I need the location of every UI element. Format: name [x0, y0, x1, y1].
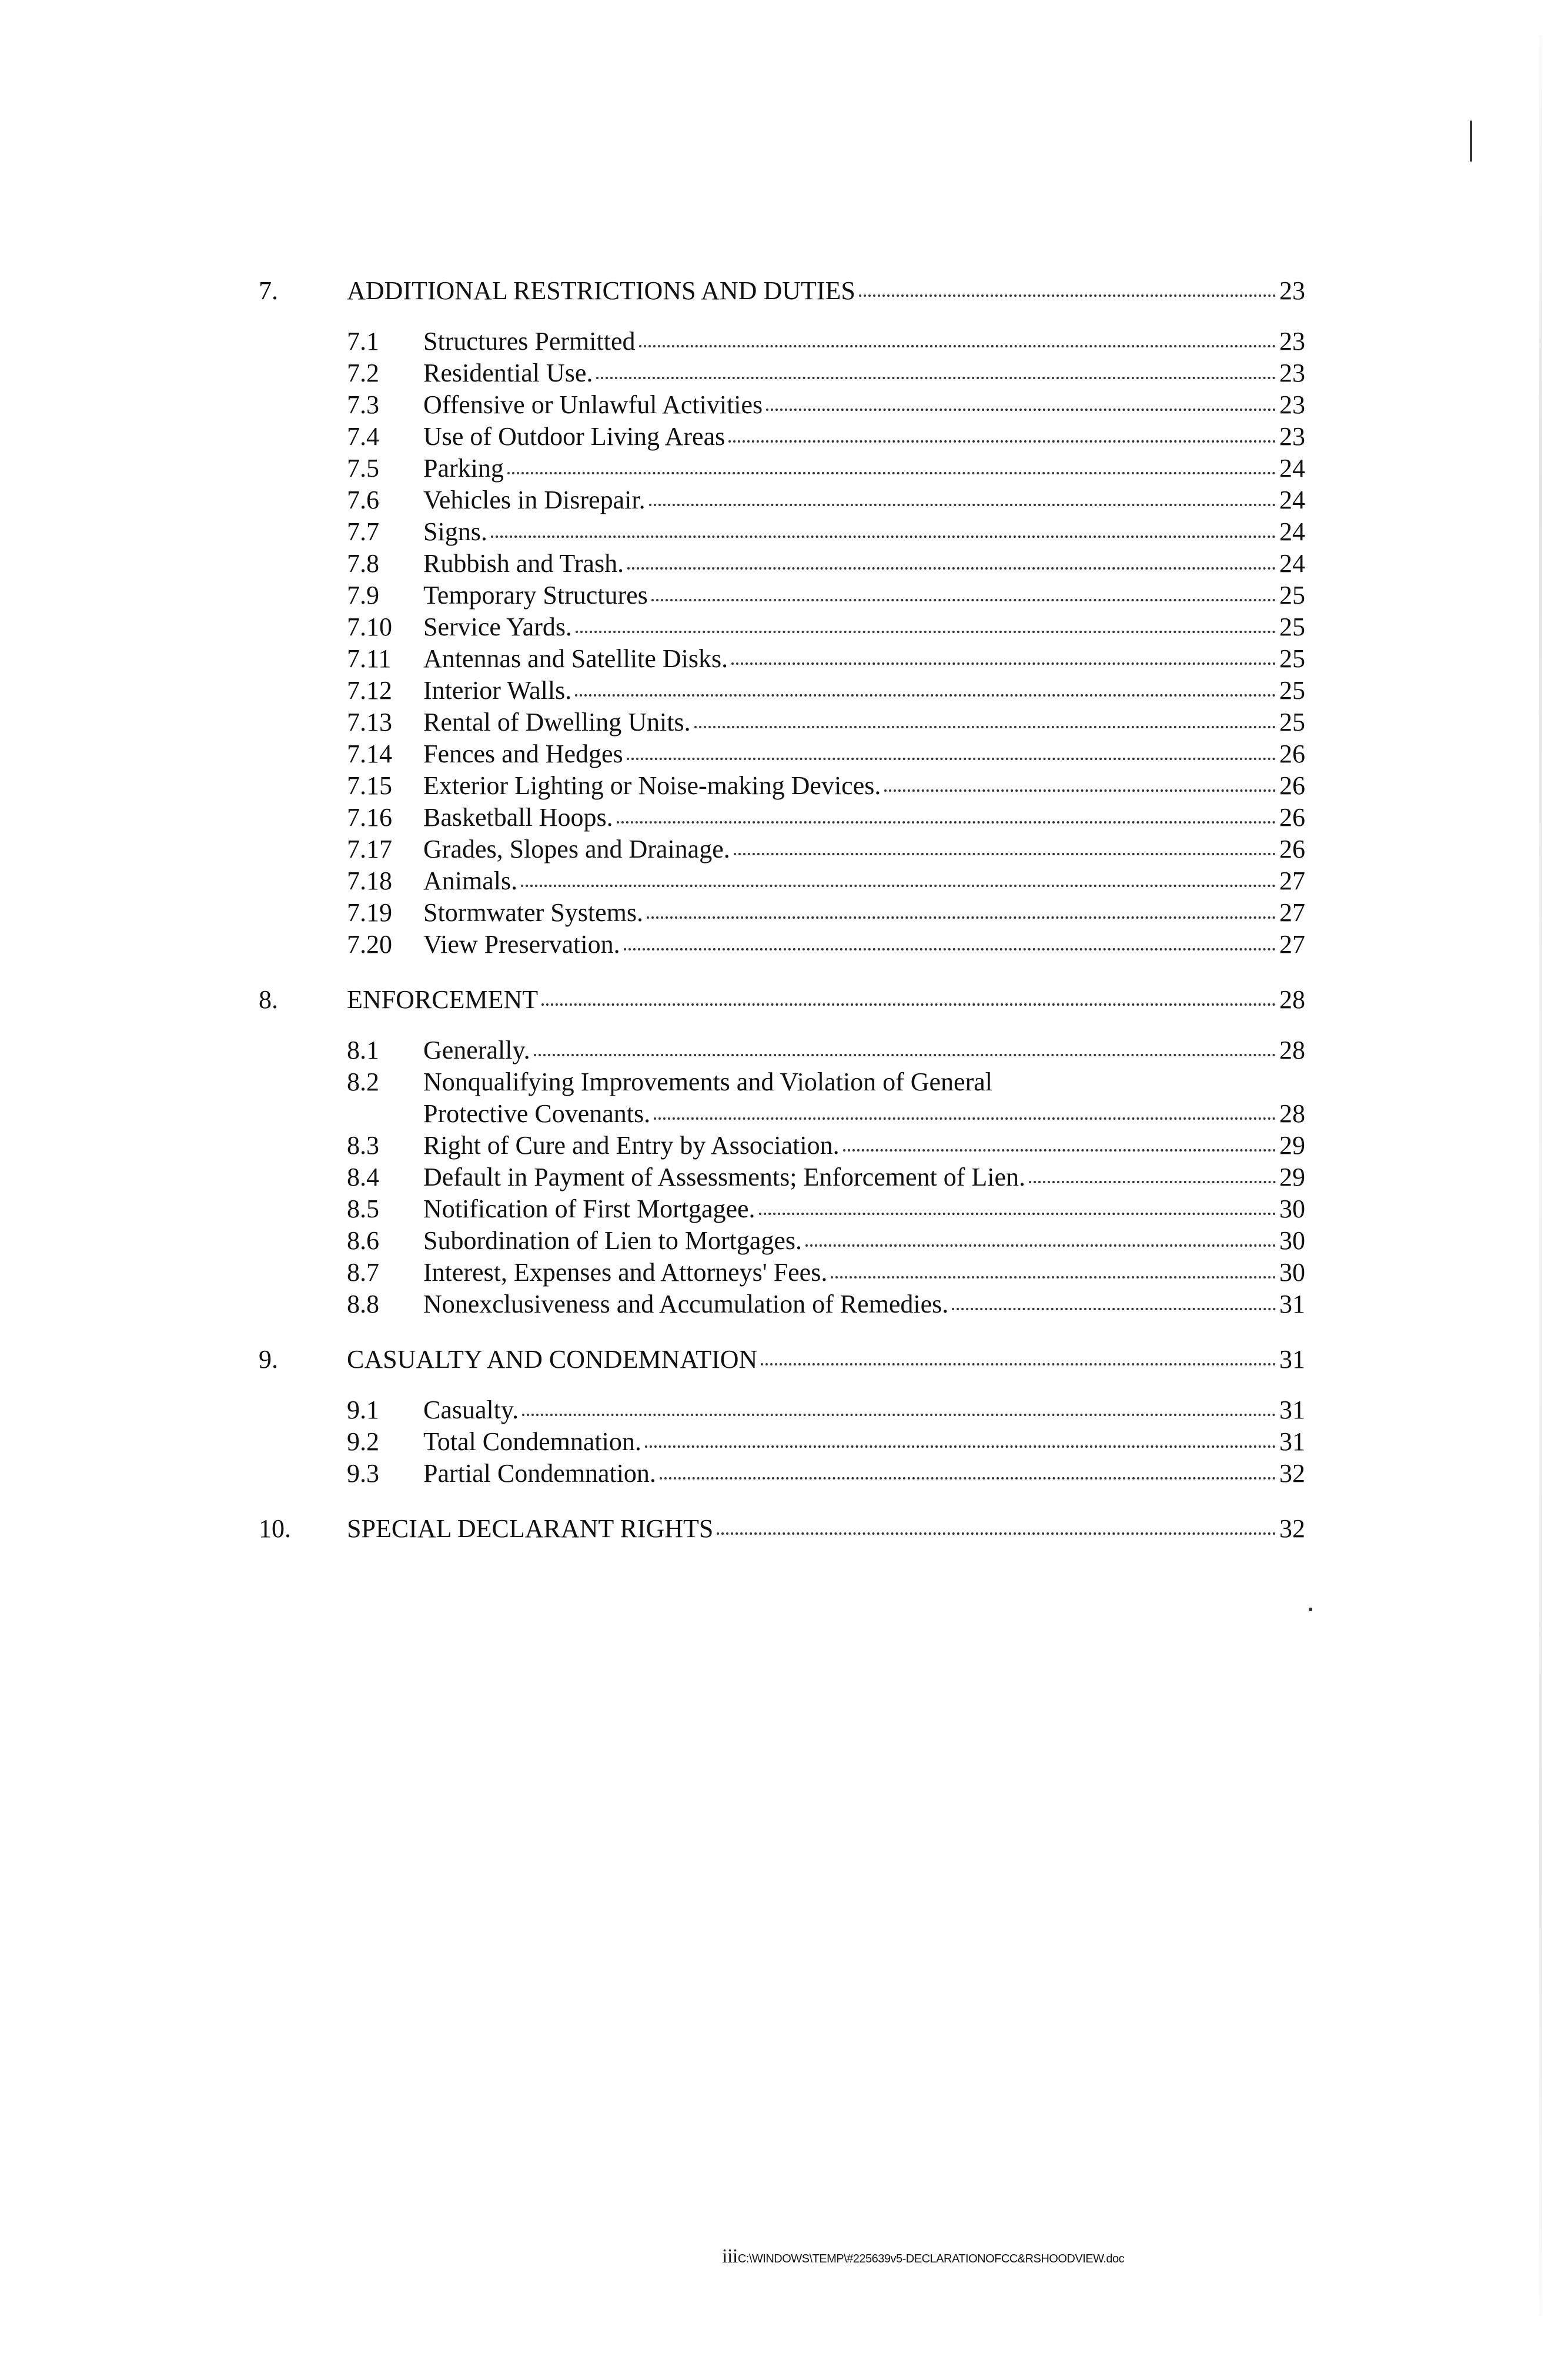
- subsection-number: 7.17: [347, 835, 392, 863]
- subsection-page-number: 26: [1279, 803, 1305, 832]
- dot-leader: [617, 821, 1276, 824]
- subsection-number: 8.5: [347, 1194, 379, 1223]
- dot-leader: [639, 345, 1276, 347]
- section-title: ADDITIONAL RESTRICTIONS AND DUTIES: [347, 276, 855, 305]
- subsection-page-number: 24: [1279, 486, 1305, 514]
- subsection-number: 7.20: [347, 930, 392, 959]
- dot-leader: [491, 535, 1276, 538]
- toc-subsection-entry: [259, 897, 1305, 929]
- toc-subsection-entry: [259, 738, 1305, 770]
- subsection-number: 8.4: [347, 1163, 379, 1191]
- section-number: 8.: [259, 985, 278, 1014]
- scanned-page-edge: [1539, 35, 1542, 2316]
- subsection-number: 7.1: [347, 327, 379, 356]
- subsection-title: Parking: [423, 454, 504, 483]
- subsection-number: 7.13: [347, 708, 392, 737]
- subsection-page-number: 32: [1279, 1459, 1305, 1488]
- scan-speck: [1470, 120, 1472, 162]
- subsection-title: Service Yards.: [423, 612, 572, 641]
- subsection-title: Use of Outdoor Living Areas: [423, 422, 725, 451]
- subsection-page-number: 24: [1279, 454, 1305, 483]
- toc-subsection-entry: [259, 1394, 1305, 1426]
- toc-subsection-entry: [259, 802, 1305, 833]
- dot-leader: [952, 1308, 1276, 1310]
- toc-subsection-entry: [259, 1458, 1305, 1489]
- subsection-number: 9.3: [347, 1459, 379, 1488]
- subsection-page-number: 27: [1279, 898, 1305, 927]
- subsection-title: Interest, Expenses and Attorneys' Fees.: [423, 1258, 828, 1287]
- toc-subsection-entry: [259, 1288, 1305, 1320]
- subsection-number: 8.1: [347, 1036, 379, 1065]
- dot-leader: [734, 853, 1276, 855]
- subsection-page-number: 31: [1279, 1427, 1305, 1456]
- section-page-number: 32: [1279, 1514, 1305, 1543]
- dot-leader: [805, 1244, 1276, 1247]
- subsection-title: Notification of First Mortgagee.: [423, 1194, 755, 1223]
- section-title: CASUALTY AND CONDEMNATION: [347, 1345, 758, 1374]
- toc-section-entry: [259, 984, 1305, 1016]
- toc-subsection-entry: [259, 1035, 1305, 1066]
- subsection-number: 9.2: [347, 1427, 379, 1456]
- subsection-title: Signs.: [423, 517, 487, 546]
- subsection-number: 7.18: [347, 866, 392, 895]
- toc-subsection-entry: [259, 675, 1305, 707]
- subsection-title: Structures Permitted: [423, 327, 636, 356]
- subsection-page-number: 23: [1279, 359, 1305, 387]
- subsection-page-number: 28: [1279, 1036, 1305, 1065]
- subsection-page-number: 25: [1279, 644, 1305, 673]
- subsection-page-number: 26: [1279, 835, 1305, 863]
- dot-leader: [651, 599, 1276, 601]
- dot-leader: [596, 377, 1276, 379]
- subsection-title: Total Condemnation.: [423, 1427, 641, 1456]
- dot-leader: [576, 631, 1276, 633]
- toc-subsection-entry: [259, 484, 1305, 516]
- toc-subsection-continuation: [259, 1098, 1305, 1130]
- subsection-title: Right of Cure and Entry by Association.: [423, 1131, 840, 1160]
- subsection-page-number: 25: [1279, 676, 1305, 705]
- dot-leader: [884, 789, 1276, 792]
- toc-subsection-entry: [259, 357, 1305, 389]
- subsection-page-number: 28: [1279, 1099, 1305, 1128]
- dot-leader: [660, 1477, 1276, 1479]
- subsection-title-continued: Protective Covenants.: [423, 1099, 651, 1128]
- dot-leader: [507, 472, 1276, 474]
- dot-leader: [534, 1054, 1276, 1056]
- toc-subsection-entry: [259, 1066, 1305, 1098]
- subsection-number: 7.2: [347, 359, 379, 387]
- dot-leader: [728, 440, 1276, 443]
- subsection-number: 8.7: [347, 1258, 379, 1287]
- dot-leader: [575, 694, 1276, 697]
- dot-leader: [859, 294, 1276, 297]
- dot-leader: [627, 758, 1276, 760]
- subsection-number: 7.8: [347, 549, 379, 578]
- toc-subsection-entry: [259, 548, 1305, 580]
- subsection-title: Grades, Slopes and Drainage.: [423, 835, 730, 863]
- section-title: ENFORCEMENT: [347, 985, 539, 1014]
- toc-subsection-entry: [259, 326, 1305, 357]
- dot-leader: [1029, 1181, 1276, 1183]
- subsection-number: 7.5: [347, 454, 379, 483]
- section-number: 9.: [259, 1345, 278, 1374]
- subsection-number: 7.19: [347, 898, 392, 927]
- section-page-number: 28: [1279, 985, 1305, 1014]
- toc-subsection-entry: [259, 1426, 1305, 1458]
- subsection-number: 7.3: [347, 390, 379, 419]
- toc-subsection-entry: [259, 421, 1305, 453]
- subsection-title: Nonexclusiveness and Accumulation of Remedies.: [423, 1290, 949, 1318]
- toc-subsection-entry: [259, 453, 1305, 484]
- subsection-number: 7.6: [347, 486, 379, 514]
- subsection-page-number: 29: [1279, 1163, 1305, 1191]
- toc-subsection-entry: [259, 865, 1305, 897]
- subsection-title: Rental of Dwelling Units.: [423, 708, 691, 737]
- dot-leader: [541, 1003, 1276, 1006]
- subsection-title: Temporary Structures: [423, 581, 648, 610]
- subsection-page-number: 24: [1279, 517, 1305, 546]
- section-page-number: 31: [1279, 1345, 1305, 1374]
- dot-leader: [759, 1213, 1276, 1215]
- subsection-number: 8.6: [347, 1226, 379, 1255]
- subsection-title: Subordination of Lien to Mortgages.: [423, 1226, 803, 1255]
- section-number: 10.: [259, 1514, 291, 1543]
- subsection-title: Stormwater Systems.: [423, 898, 643, 927]
- subsection-page-number: 23: [1279, 327, 1305, 356]
- subsection-number: 9.1: [347, 1395, 379, 1424]
- toc-section-entry: [259, 1344, 1305, 1375]
- toc-subsection-entry: [259, 611, 1305, 643]
- subsection-number: 7.10: [347, 612, 392, 641]
- subsection-title: Vehicles in Disrepair.: [423, 486, 646, 514]
- subsection-title: Offensive or Unlawful Activities: [423, 390, 763, 419]
- subsection-page-number: 29: [1279, 1131, 1305, 1160]
- subsection-page-number: 23: [1279, 390, 1305, 419]
- section-title: SPECIAL DECLARANT RIGHTS: [347, 1514, 714, 1543]
- toc-section-entry: [259, 275, 1305, 307]
- subsection-number: 7.12: [347, 676, 392, 705]
- subsection-page-number: 27: [1279, 866, 1305, 895]
- subsection-page-number: 30: [1279, 1226, 1305, 1255]
- subsection-title: View Preservation.: [423, 930, 620, 959]
- dot-leader: [627, 567, 1276, 570]
- dot-leader: [624, 948, 1276, 950]
- subsection-number: 7.11: [347, 644, 392, 673]
- subsection-title: Nonqualifying Improvements and Violation of General: [423, 1067, 992, 1096]
- toc-subsection-entry: [259, 1161, 1305, 1193]
- toc-subsection-entry: [259, 1193, 1305, 1225]
- subsection-number: 7.16: [347, 803, 392, 832]
- dot-leader: [766, 409, 1276, 411]
- toc-subsection-entry: [259, 770, 1305, 802]
- subsection-title: Exterior Lighting or Noise-making Devices.: [423, 771, 881, 800]
- dot-leader: [761, 1363, 1276, 1365]
- subsection-page-number: 27: [1279, 930, 1305, 959]
- subsection-number: 7.4: [347, 422, 379, 451]
- toc-subsection-entry: [259, 833, 1305, 865]
- toc-subsection-entry: [259, 1225, 1305, 1257]
- subsection-title: Generally.: [423, 1036, 530, 1065]
- subsection-title: Residential Use.: [423, 359, 593, 387]
- page-number: iii: [722, 2245, 738, 2267]
- subsection-number: 7.15: [347, 771, 392, 800]
- toc-subsection-entry: [259, 1257, 1305, 1288]
- subsection-title: Partial Condemnation.: [423, 1459, 656, 1488]
- toc-subsection-entry: [259, 516, 1305, 548]
- dot-leader: [731, 662, 1276, 665]
- dot-leader: [831, 1276, 1276, 1278]
- subsection-number: 8.2: [347, 1067, 379, 1096]
- toc-subsection-entry: [259, 1130, 1305, 1161]
- table-of-contents: [259, 275, 1305, 1564]
- toc-subsection-entry: [259, 929, 1305, 960]
- toc-subsection-entry: [259, 580, 1305, 611]
- subsection-title: Rubbish and Trash.: [423, 549, 624, 578]
- toc-section-entry: [259, 1513, 1305, 1545]
- subsection-title: Interior Walls.: [423, 676, 572, 705]
- subsection-page-number: 26: [1279, 771, 1305, 800]
- subsection-page-number: 24: [1279, 549, 1305, 578]
- subsection-title: Animals.: [423, 866, 518, 895]
- dot-leader: [645, 1445, 1276, 1448]
- dot-leader: [647, 916, 1276, 919]
- subsection-page-number: 30: [1279, 1258, 1305, 1287]
- subsection-number: 7.9: [347, 581, 379, 610]
- subsection-number: 8.3: [347, 1131, 379, 1160]
- subsection-number: 8.8: [347, 1290, 379, 1318]
- dot-leader: [717, 1532, 1276, 1535]
- subsection-number: 7.7: [347, 517, 379, 546]
- subsection-page-number: 31: [1279, 1395, 1305, 1424]
- toc-subsection-entry: [259, 707, 1305, 738]
- dot-leader: [694, 726, 1276, 728]
- dot-leader: [649, 504, 1276, 506]
- subsection-page-number: 30: [1279, 1194, 1305, 1223]
- subsection-title: Fences and Hedges: [423, 739, 623, 768]
- document-file-path: C:\WINDOWS\TEMP\#225639v5-DECLARATIONOFCC&RSHOODVIEW.doc: [737, 2252, 1125, 2265]
- toc-subsection-entry: [259, 389, 1305, 421]
- subsection-title: Antennas and Satellite Disks.: [423, 644, 728, 673]
- subsection-page-number: 25: [1279, 708, 1305, 737]
- subsection-page-number: 23: [1279, 422, 1305, 451]
- dot-leader: [654, 1117, 1276, 1120]
- subsection-page-number: 25: [1279, 612, 1305, 641]
- dot-leader: [843, 1149, 1276, 1151]
- dot-leader: [522, 1414, 1276, 1416]
- dot-leader: [521, 885, 1276, 887]
- subsection-page-number: 25: [1279, 581, 1305, 610]
- toc-subsection-entry: [259, 643, 1305, 675]
- section-number: 7.: [259, 276, 278, 305]
- scan-speck: [1309, 1608, 1312, 1611]
- subsection-number: 7.14: [347, 739, 392, 768]
- subsection-title: Casualty.: [423, 1395, 519, 1424]
- subsection-title: Basketball Hoops.: [423, 803, 613, 832]
- page-footer: [722, 2245, 1124, 2268]
- subsection-page-number: 31: [1279, 1290, 1305, 1318]
- subsection-page-number: 26: [1279, 739, 1305, 768]
- section-page-number: 23: [1279, 276, 1305, 305]
- subsection-title: Default in Payment of Assessments; Enforcement of Lien.: [423, 1163, 1025, 1191]
